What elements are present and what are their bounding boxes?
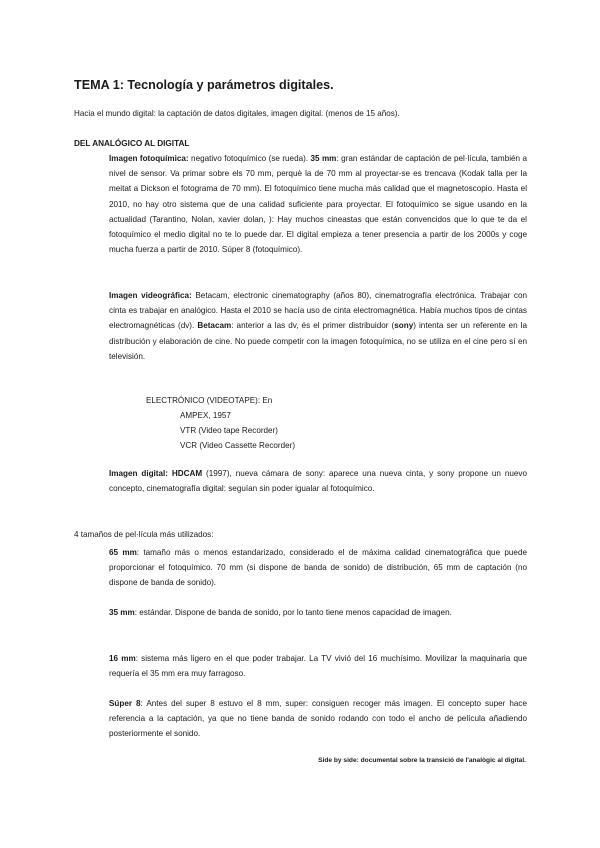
paragraph-imagen-digital: Imagen digital: HDCAM (1997), nueva cámara de sony: aparece una nueva cinta, y sony propone un nuevo concepto, cinematografía digital: seguían sin poder igualar al fotoquímico. xyxy=(109,469,528,494)
term-sony: sony xyxy=(394,321,414,331)
electronico-heading: ELECTRÓNICO (VIDEOTAPE): En xyxy=(146,396,273,405)
term-super8: Súper 8 xyxy=(109,699,141,708)
term-35mm-size: 35 mm xyxy=(109,608,135,617)
term-imagen-fotoquimica: Imagen fotoquímica: xyxy=(109,154,189,163)
term-35mm: 35 mm xyxy=(310,154,337,163)
term-betacam: Betacam xyxy=(197,321,232,331)
footnote-caption: Side by side: documental sobre la transició de l'analògic al digital. xyxy=(318,757,526,764)
section-heading: DEL ANALÓGICO AL DIGITAL xyxy=(74,139,190,148)
term-imagen-digital: Imagen digital: HDCAM xyxy=(109,469,203,478)
paragraph-imagen-fotoquimica: Imagen fotoquímica: negativo fotoquímico (se rueda). 35 mm: gran estándar de captación de pel·lícula, también a nivel de sensor. Va primar sobre els 70 mm, perquè la de 70 mm al proyectar-se es trencava (Kodak talla per la meitat a Dickson el fotograma de 70 mm). El fotoquímico tiene mucha más calidad que el magnetoscopio. Hasta el 2010, no hay otro sistema que de una calidad suficiente para proyectar. El fotoquímico se sigue usando en la actualidad (Tarantino, Nolan, xavier dolan, ): Hay muchos cineastas que están convencidos que lo que te da el fotoquímico el medio digital no te lo puede dar. El digital empieza a tener presencia a partir de los 2000s y coge mucha fuerza a partir de 2010. Súper 8 (fotoquímico). xyxy=(109,154,527,255)
paragraph-super8: Súper 8: Antes del super 8 estuvo el 8 mm, super: consiguen recoger más imagen. El concepto super hace referencia a la captación, ya que no tiene banda de sonido rodando con todo el ancho de película añadiendo posteriormente el sonido. xyxy=(109,699,527,739)
page-title: TEMA 1: Tecnología y parámetros digitales. xyxy=(74,78,334,92)
paragraph-35mm: 35 mm: estándar. Dispone de banda de sonido, por lo tanto tiene menos capacidad de imagen. xyxy=(109,608,452,617)
paragraph-65mm: 65 mm: tamaño más o menos estandarizado, considerado el de máxima calidad cinematográfica que puede proporcionar el fotoquímico. 70 mm (si dispone de banda de sonido) de distribución, 65 mm de captación (no dispone de banda de sonido). xyxy=(109,548,527,588)
electronico-item: AMPEX, 1957 xyxy=(180,411,231,420)
term-imagen-videografica: Imagen videográfica: xyxy=(109,291,192,300)
paragraph-16mm: 16 mm: sistema más ligero en el que poder trabajar. La TV vivió del 16 muchísimo. Movilizar la maquinaria que requería el 35 mm era muy farragoso. xyxy=(109,654,528,679)
electronico-item: VCR (Video Cassette Recorder) xyxy=(180,441,296,450)
term-65mm: 65 mm xyxy=(109,548,137,557)
paragraph-imagen-videografica: Imagen videográfica: Betacam, electronic cinematography (años 80), cinematrografía electrónica. Trabajar con cinta es trabajar en analógico. Hasta el 2010 se hacía uso de cinta electromagnética. Había muchos tipos de cintas electromagnéticas (dv). Betacam: anterior a las dv, és el primer distribuidor (sony) intenta ser un referente en la distribución y elaboración de cine. No puede competir con la imagen fotoquímica, no se utiliza en el cine pero sí en televisión. xyxy=(109,291,527,361)
intro-text: Hacia el mundo digital: la captación de datos digitales, imagen digital. (menos de 15 años). xyxy=(74,109,400,118)
term-16mm: 16 mm xyxy=(109,654,136,663)
electronico-item: VTR (Video tape Recorder) xyxy=(180,426,278,435)
sizes-lead: 4 tamaños de pel·lícula más utilizados: xyxy=(74,530,214,539)
